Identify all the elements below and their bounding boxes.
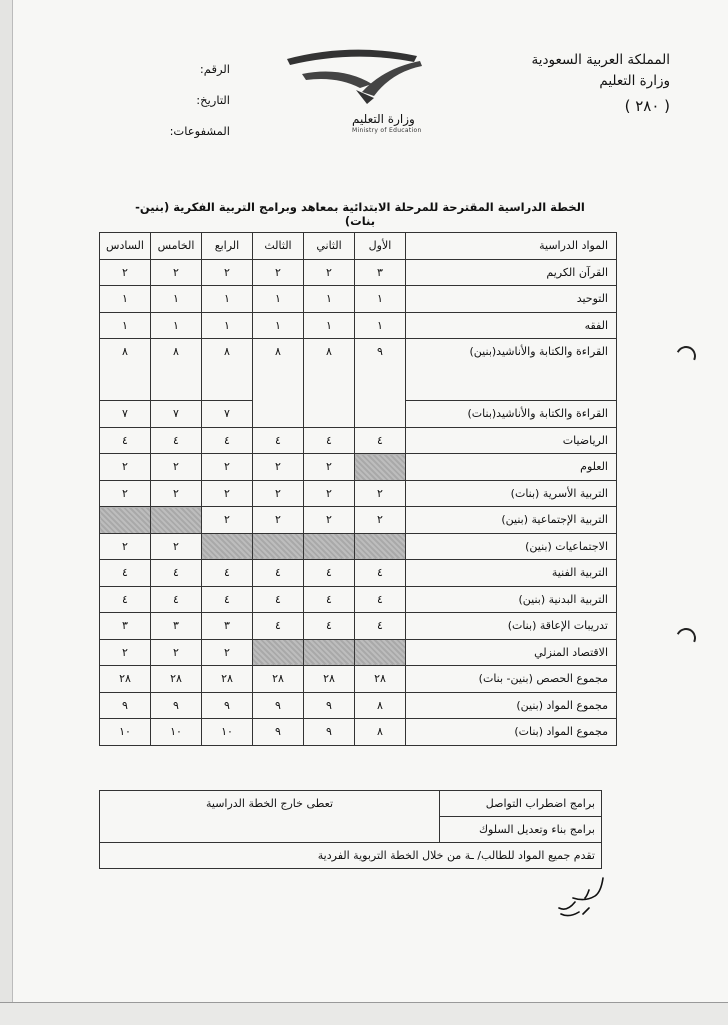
col-header: الخامس [151,233,202,260]
table-row [100,259,617,286]
subject-cell: التربية الإجتماعية (بنين) [406,507,617,534]
subject-cell: القراءة والكتابة والأناشيد(بنات) [406,401,617,428]
value-cell: ٤ [304,586,355,613]
value-cell: ٢٨ [151,666,202,693]
value-cell: ٩ [304,692,355,719]
table-row [100,560,617,587]
value-cell: ٩ [100,692,151,719]
value-cell: ٢ [202,454,253,481]
table-row [100,533,617,560]
col-header: المواد الدراسية [406,233,617,260]
value-cell: ٤ [253,560,304,587]
value-cell: ١ [202,286,253,313]
value-cell: ٣ [355,259,406,286]
value-cell: ١ [151,286,202,313]
value-cell: ١٠ [202,719,253,746]
value-cell: ٤ [355,613,406,640]
value-cell: ٢ [253,480,304,507]
outside-plan-cell: تعطى خارج الخطة الدراسية [100,791,440,843]
value-cell [355,401,406,428]
table-row [100,480,617,507]
value-cell: ٤ [202,427,253,454]
value-cell: ٩ [151,692,202,719]
value-cell: ٢ [304,454,355,481]
program-cell: برامج اضطراب التواصل [440,791,602,817]
value-cell: ٢ [100,639,151,666]
value-cell: ٢ [100,454,151,481]
table-row [100,666,617,693]
value-cell: ٤ [304,613,355,640]
value-cell [355,533,406,560]
table-row [100,339,617,401]
attachments-label: المشفوعات: [169,124,230,138]
value-cell: ٤ [304,560,355,587]
value-cell: ٩ [304,719,355,746]
subject-cell: الفقه [406,312,617,339]
subject-cell: العلوم [406,454,617,481]
value-cell: ٨ [151,339,202,401]
logo-english-text: Ministry of Education [352,127,422,134]
value-cell: ٢ [151,639,202,666]
value-cell: ١ [304,286,355,313]
value-cell: ٢٨ [100,666,151,693]
kingdom-name: المملكة العربية السعودية [531,52,670,68]
value-cell [100,507,151,534]
value-cell: ٢ [100,533,151,560]
value-cell: ٢ [253,454,304,481]
value-cell: ٢ [253,259,304,286]
subject-cell: مجموع المواد (بنين) [406,692,617,719]
value-cell: ٢ [151,480,202,507]
value-cell: ٩ [355,339,406,401]
subject-cell: التوحيد [406,286,617,313]
subject-cell: الرياضيات [406,427,617,454]
page-left-edge [0,0,13,1024]
subject-cell: القرآن الكريم [406,259,617,286]
table-header-row [100,233,617,260]
value-cell: ١ [100,286,151,313]
value-cell: ٩ [253,692,304,719]
value-cell: ٨ [304,339,355,401]
value-cell: ٤ [100,560,151,587]
col-header: السادس [100,233,151,260]
value-cell: ٢ [253,507,304,534]
subject-cell: التربية البدنية (بنين) [406,586,617,613]
value-cell: ٢ [100,259,151,286]
table-row [100,791,602,817]
value-cell: ٤ [304,427,355,454]
value-cell: ٨ [100,339,151,401]
value-cell [355,454,406,481]
value-cell: ١ [355,286,406,313]
value-cell: ٩ [202,692,253,719]
value-cell: ١ [304,312,355,339]
value-cell: ١ [253,286,304,313]
value-cell: ٤ [355,427,406,454]
letterhead-right [531,50,670,117]
punch-hole-icon [673,343,699,369]
table-row [100,312,617,339]
value-cell: ٤ [253,613,304,640]
programs-table [99,790,602,869]
value-cell [253,639,304,666]
date-label: التاريخ: [196,93,230,107]
value-cell: ٨ [202,339,253,401]
value-cell: ٢ [151,454,202,481]
value-cell: ٤ [151,560,202,587]
value-cell: ٢ [202,507,253,534]
value-cell: ٢ [151,533,202,560]
value-cell: ٤ [202,560,253,587]
punch-hole-icon [673,625,699,651]
value-cell: ٣ [100,613,151,640]
value-cell: ٢ [151,259,202,286]
value-cell: ٢ [355,480,406,507]
value-cell: ٧ [202,401,253,428]
value-cell: ٢ [202,480,253,507]
note-cell: تقدم جميع المواد للطالب/ ـة من خلال الخطة التربوية الفردية [100,843,602,869]
value-cell: ٩ [253,719,304,746]
value-cell: ١ [355,312,406,339]
subject-cell: القراءة والكتابة والأناشيد(بنين) [406,339,617,401]
table-row [100,401,617,428]
subject-cell: تدريبات الإعاقة (بنات) [406,613,617,640]
subject-cell: الاقتصاد المنزلي [406,639,617,666]
value-cell: ٤ [355,586,406,613]
document-title: الخطة الدراسية المقترحة للمرحلة الابتدائية بمعاهد وبرامج التربية الفكرية (بنين- بنات) [135,200,585,228]
value-cell [304,401,355,428]
page-bottom-edge [0,1002,728,1025]
value-cell: ٨ [355,719,406,746]
value-cell: ١ [100,312,151,339]
value-cell: ٤ [253,586,304,613]
value-cell: ٤ [151,586,202,613]
value-cell: ٤ [253,427,304,454]
value-cell: ٢ [304,507,355,534]
table-row [100,427,617,454]
reference-number: ( ٢٨٠ ) [624,97,670,115]
value-cell: ٢ [202,259,253,286]
value-cell: ١٠ [151,719,202,746]
value-cell [202,533,253,560]
value-cell: ٢ [304,480,355,507]
value-cell [304,533,355,560]
table-row [100,586,617,613]
value-cell: ٧ [100,401,151,428]
value-cell: ٢٨ [304,666,355,693]
ministry-name: وزارة التعليم [599,73,670,89]
value-cell [253,533,304,560]
value-cell: ٢ [100,480,151,507]
subject-cell: مجموع المواد (بنات) [406,719,617,746]
value-cell: ٢٨ [202,666,253,693]
logo-arabic-text: وزارة التعليم [352,112,415,126]
value-cell: ١٠ [100,719,151,746]
table-row [100,639,617,666]
table-row [100,507,617,534]
value-cell [304,639,355,666]
number-label: الرقم: [199,62,230,76]
value-cell [355,639,406,666]
letterhead-left [150,54,230,147]
subject-cell: الاجتماعيات (بنين) [406,533,617,560]
signature-icon [555,872,615,922]
table-row [100,454,617,481]
table-row [100,692,617,719]
value-cell: ٢٨ [355,666,406,693]
subject-cell: مجموع الحصص (بنين- بنات) [406,666,617,693]
value-cell: ٢ [355,507,406,534]
value-cell: ٢ [304,259,355,286]
col-header: الثاني [304,233,355,260]
col-header: الرابع [202,233,253,260]
value-cell: ٣ [202,613,253,640]
value-cell: ٨ [253,339,304,401]
value-cell: ٣ [151,613,202,640]
value-cell: ٤ [355,560,406,587]
value-cell: ١ [202,312,253,339]
value-cell: ٤ [202,586,253,613]
value-cell: ٨ [355,692,406,719]
table-row [100,286,617,313]
col-header: الأول [355,233,406,260]
value-cell: ٤ [151,427,202,454]
subject-cell: التربية الأسرية (بنات) [406,480,617,507]
value-cell: ٢٨ [253,666,304,693]
table-row [100,843,602,869]
value-cell: ٤ [100,586,151,613]
value-cell: ٢ [202,639,253,666]
table-row [100,719,617,746]
subject-cell: التربية الفنية [406,560,617,587]
value-cell: ٤ [100,427,151,454]
value-cell [151,507,202,534]
study-plan-table [99,232,617,746]
table-row [100,613,617,640]
value-cell: ١ [253,312,304,339]
value-cell: ٧ [151,401,202,428]
program-cell: برامج بناء وتعديل السلوك [440,817,602,843]
col-header: الثالث [253,233,304,260]
value-cell [253,401,304,428]
value-cell: ١ [151,312,202,339]
